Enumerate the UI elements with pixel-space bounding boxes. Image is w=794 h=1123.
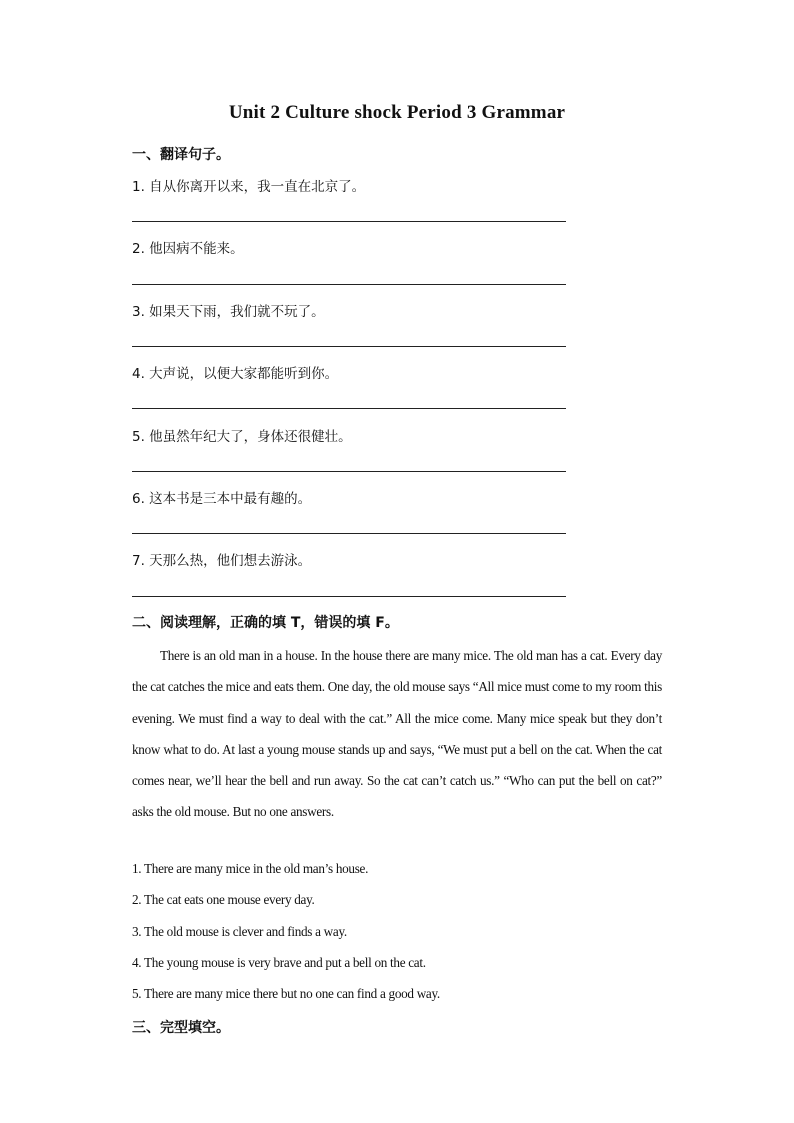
statement-5: 5. There are many mice there but no one can find a good way.: [132, 986, 440, 1001]
section-2-heading: 二、阅读理解，正确的填 T，错误的填 F。: [132, 615, 399, 631]
translation-item-7: 7. 天那么热，他们想去游泳。: [132, 553, 312, 569]
reading-passage: There is an old man in a house. In the house there are many mice. The old man has a cat. Every day the cat catches the mice and eats them. One day, the old mouse says “All mice must come to my room this evening. We must find a way to deal with the cat.” All the mice come. Many mice speak but they don’t know what to do. At last a young mouse stands up and says, “We must put a bell on the cat. When the cat comes near, we’ll hear the bell and run away. So the cat can’t catch us.” “Who can put the bell on cat?” asks the old mouse. But no one answers.: [132, 648, 662, 820]
page-title: Unit 2 Culture shock Period 3 Grammar: [228, 102, 566, 123]
answer-line-4: [132, 408, 566, 409]
translation-item-5: 5. 他虽然年纪大了，身体还很健壮。: [132, 429, 352, 445]
translation-item-4: 4. 大声说，以便大家都能听到你。: [132, 366, 339, 382]
section-3-heading: 三、完型填空。: [132, 1020, 230, 1036]
statement-1: 1. There are many mice in the old man’s house.: [132, 861, 369, 876]
translation-item-6: 6. 这本书是三本中最有趣的。: [132, 491, 312, 507]
statement-4: 4. The young mouse is very brave and put a bell on the cat.: [132, 955, 426, 970]
section-1-heading: 一、翻译句子。: [132, 147, 230, 163]
answer-line-7: [132, 596, 566, 597]
translation-item-2: 2. 他因病不能来。: [132, 241, 244, 257]
translation-item-3: 3. 如果天下雨，我们就不玩了。: [132, 304, 325, 320]
answer-line-1: [132, 221, 566, 222]
answer-line-2: [132, 284, 566, 285]
answer-line-6: [132, 533, 566, 534]
translation-item-1: 1. 自从你离开以来，我一直在北京了。: [132, 179, 366, 195]
answer-line-5: [132, 471, 566, 472]
statement-3: 3. The old mouse is clever and finds a way.: [132, 924, 347, 939]
statement-2: 2. The cat eats one mouse every day.: [132, 892, 315, 907]
answer-line-3: [132, 346, 566, 347]
